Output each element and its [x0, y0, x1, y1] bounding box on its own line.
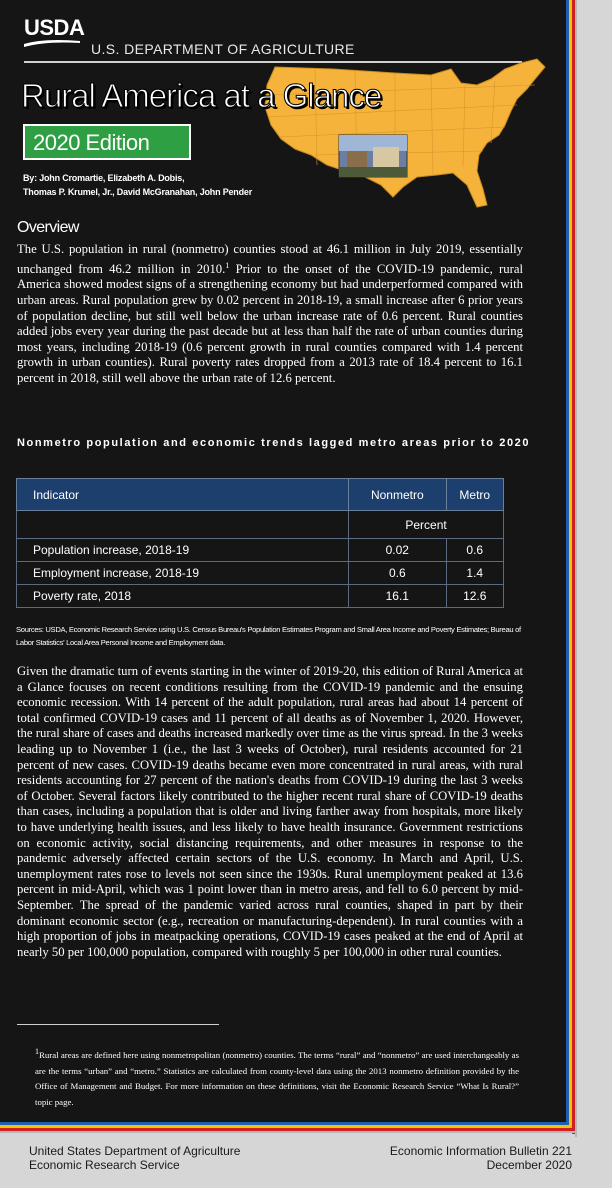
footer-bulletin: Economic Information Bulletin 221: [389, 1144, 572, 1158]
report-title: Rural America at a Glance: [21, 77, 382, 114]
table-cell-metro: 12.6: [446, 585, 504, 608]
authors-line-1: By: John Cromartie, Elizabeth A. Dobis,: [23, 173, 185, 183]
table-cell-metro: 1.4: [446, 562, 504, 585]
footer-service: Economic Research Service: [29, 1158, 180, 1172]
border-stripe-gray-bottom: [0, 1131, 577, 1133]
authors: [23, 171, 252, 199]
footer-left: [29, 1144, 240, 1172]
table-cell-nonmetro: 0.6: [349, 562, 446, 585]
overview-text-part-1: The U.S. population in rural (nonmetro) counties stood at 46.1 million in July 2019, essentially unchanged from 46.2 million in 2010.: [17, 242, 523, 276]
table-row: [17, 562, 504, 585]
overview-text-part-2: Prior to the onset of the COVID-19 pandemic, rural America showed modest signs of a strengthening economy but had underperformed compared with urban areas. Rural population grew by 0.02 percent in 2018-19, a small increase after 6 prior years of population decline, but still well below the urban increase rate of 0.6 percent. Rural counties added jobs every year during the past decade but at less than half the rate of urban counties during most years, including 2018-19 (0.6 percent growth in rural counties compared with 1.4 percent growth in urban counties). Rural poverty rates dropped from a 2013 rate of 18.4 percent to 16.1 percent in 2018, still well above the urban rate of 12.6 percent.: [17, 261, 523, 385]
usda-logo: [24, 15, 85, 40]
table-units-spacer: [17, 511, 349, 539]
table-cell-nonmetro: 0.02: [349, 539, 446, 562]
table-title: Nonmetro population and economic trends lagged metro areas prior to 2020: [17, 437, 531, 449]
trends-table: [16, 478, 504, 608]
footnote-rule: [17, 1024, 219, 1025]
table-cell-indicator: Employment increase, 2018-19: [17, 562, 349, 585]
table-cell-indicator: Population increase, 2018-19: [17, 539, 349, 562]
table-units-row: [17, 511, 504, 539]
usda-logo-swoosh-icon: [24, 38, 80, 50]
footnote-text: Rural areas are defined here using nonmetropolitan (nonmetro) counties. The terms “rural” and “nonmetro” are used interchangeably as are the terms “urban” and “metro.” Statistics are calculated from county-level data using the 2013 nonmetro definition provided by the Office of Management and Budget. For more information on these definitions, visit the Economic Research Service “What Is Rural?” topic page.: [35, 1049, 519, 1107]
overview-heading: Overview: [17, 219, 79, 236]
edition-badge: [23, 124, 191, 160]
footer-right: [390, 1144, 572, 1172]
authors-line-2: Thomas P. Krumel, Jr., David McGranahan, John Pender: [23, 187, 253, 197]
footer-department: United States Department of Agriculture: [29, 1144, 241, 1158]
table-row: [17, 585, 504, 608]
table-header-nonmetro: Nonmetro: [349, 479, 446, 511]
table-row: [17, 539, 504, 562]
footnote-marker: 1: [225, 260, 230, 270]
overview-paragraph: [17, 242, 523, 387]
table-sources: Sources: USDA, Economic Research Service using U.S. Census Bureau's Population Estimates Program and Small Area Income and Poverty Estimates; Bureau of Labor Statistics' Local Area Personal Income and Employment data.: [16, 625, 521, 647]
table-cell-indicator: Poverty rate, 2018: [17, 585, 349, 608]
table-header-metro: Metro: [446, 479, 504, 511]
table-units-label: Percent: [349, 511, 504, 539]
footer-date: December 2020: [486, 1158, 572, 1172]
table-cell-metro: 0.6: [446, 539, 504, 562]
covid-paragraph: Given the dramatic turn of events starting in the winter of 2019-20, this edition of Rural America at a Glance focuses on recent conditions resulting from the COVID-19 pandemic and the ensuing economic recession. With 14 percent of the adult population, rural areas had about 14 percent of total confirmed COVID-19 cases and 11 percent of all deaths as of November 1, 2020. However, the rural share of cases and deaths increased markedly over time as the virus spread. In the 3 weeks leading up to November 1 (i.e., the last 3 weeks of October), rural residents accounted for 21 percent of new cases. COVID-19 deaths became even more concentrated in rural areas, with rural residents accounting for 27 percent of the nation's deaths from COVID-19 during the last 3 weeks of October. Several factors likely contributed to the higher recent rural share of COVID-19 deaths than cases, including a population that is older and living farther away from hospitals, more likely to have underlying health issues, and less likely to have health insurance. Government restrictions on economic activity, social distancing requirements, and other measures in response to the pandemic adversely affected certain sectors of the U.S. economy. In March and April, U.S. unemployment rates rose to levels not seen since the 1930s. Rural unemployment peaked at 13.6 percent in mid-April, which was 1 point lower than in metro areas, and fell to 6.0 percent by mid-September. The spread of the pandemic varied across rural counties, shaped in part by their dominant economic sector (e.g., recreation or manufacturing-dependent). In rural counties with a high proportion of jobs in meatpacking operations, COVID-19 cases peaked at the end of April at nearly 50 per 100,000 population, compared with roughly 5 per 100,000 in other rural counties.: [17, 664, 523, 959]
table-header-row: [17, 479, 504, 511]
agency-name: U.S. DEPARTMENT OF AGRICULTURE: [91, 41, 355, 57]
table-header-indicator: Indicator: [17, 479, 349, 511]
table-cell-nonmetro: 16.1: [349, 585, 446, 608]
usda-logo-text: USDA: [24, 15, 85, 40]
footnote: [35, 1044, 519, 1110]
footnote-number: 1: [35, 1047, 39, 1056]
border-stripe-gray: [575, 0, 577, 1137]
edition-label: 2020 Edition: [33, 130, 150, 155]
